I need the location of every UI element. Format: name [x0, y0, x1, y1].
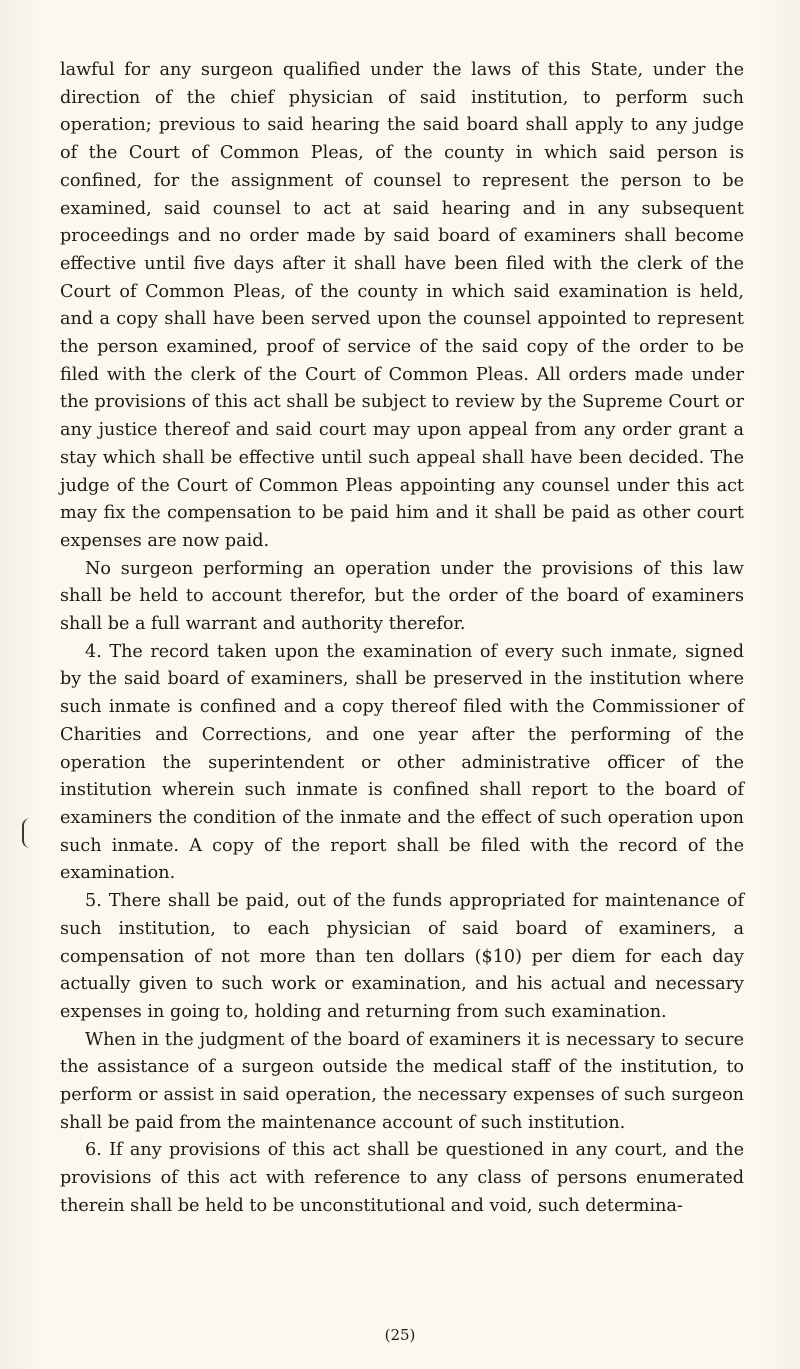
- body-text: [60, 57, 744, 1221]
- page-number: (25): [384, 1326, 416, 1344]
- paragraph-surgeon-liability: No surgeon performing an operation under the provisions of this law shall be held to account therefor, but the order of the board of examiners shall be a full warrant and authority therefor.: [60, 558, 744, 635]
- paragraph-continuation: lawful for any surgeon qualified under the laws of this State, under the direction of the chief physician of said institution, to perform such operation; previous to said hearing the said board shall apply to any judge of the Court of Common Pleas, of the county in which said person is confined, for the assignment of counsel to represent the person to be examined, said counsel to act at said hearing and in any subsequent proceedings and no order made by said board of examiners shall become effective until five days after it shall have been filed with the clerk of the Court of Common Pleas, of the county in which said examination is held, and a copy shall have been served upon the counsel appointed to represent the person examined, proof of service of the said copy of the order to be filed with the clerk of the Court of Common Pleas. All orders made under the provisions of this act shall be subject to review by the Supreme Court or any justice thereof and said court may upon appeal from any order grant a stay which shall be effective until such appeal shall have been decided. The judge of the Court of Common Pleas appointing any counsel under this act may fix the compensation to be paid him and it shall be paid as other court expenses are now paid.: [60, 60, 744, 551]
- paragraph-outside-surgeon: When in the judgment of the board of examiners it is necessary to secure the assistance of a surgeon outside the medical staff of the institution, to perform or assist in said operation, the necessary expenses of such surgeon shall be paid from the maintenance account of such institution.: [60, 1029, 744, 1133]
- paragraph-section-6: 6. If any provisions of this act shall be questioned in any court, and the provisions of this act with reference to any class of persons enumerated therein shall be held to be unconstitutional and void, such determina-: [60, 1140, 744, 1216]
- paragraph-section-5: 5. There shall be paid, out of the funds appropriated for maintenance of such institution, to each physician of said board of examiners, a compensation of not more than ten dollars ($10) per diem for each day actually given to such work or examination, and his actual and necessary expenses in going to, holding and returning from such examination.: [60, 891, 744, 1022]
- margin-bracket-mark: [22, 818, 30, 848]
- paragraph-section-4: 4. The record taken upon the examination of every such inmate, signed by the said board of examiners, shall be preserved in the institution where such inmate is confined and a copy thereof filed with the Commissioner of Charities and Corrections, and one year after the performing of the operation the superintendent or other administrative officer of the institution wherein such inmate is confined shall report to the board of examiners the condition of the inmate and the effect of such operation upon such inmate. A copy of the report shall be filed with the record of the examination.: [60, 641, 744, 884]
